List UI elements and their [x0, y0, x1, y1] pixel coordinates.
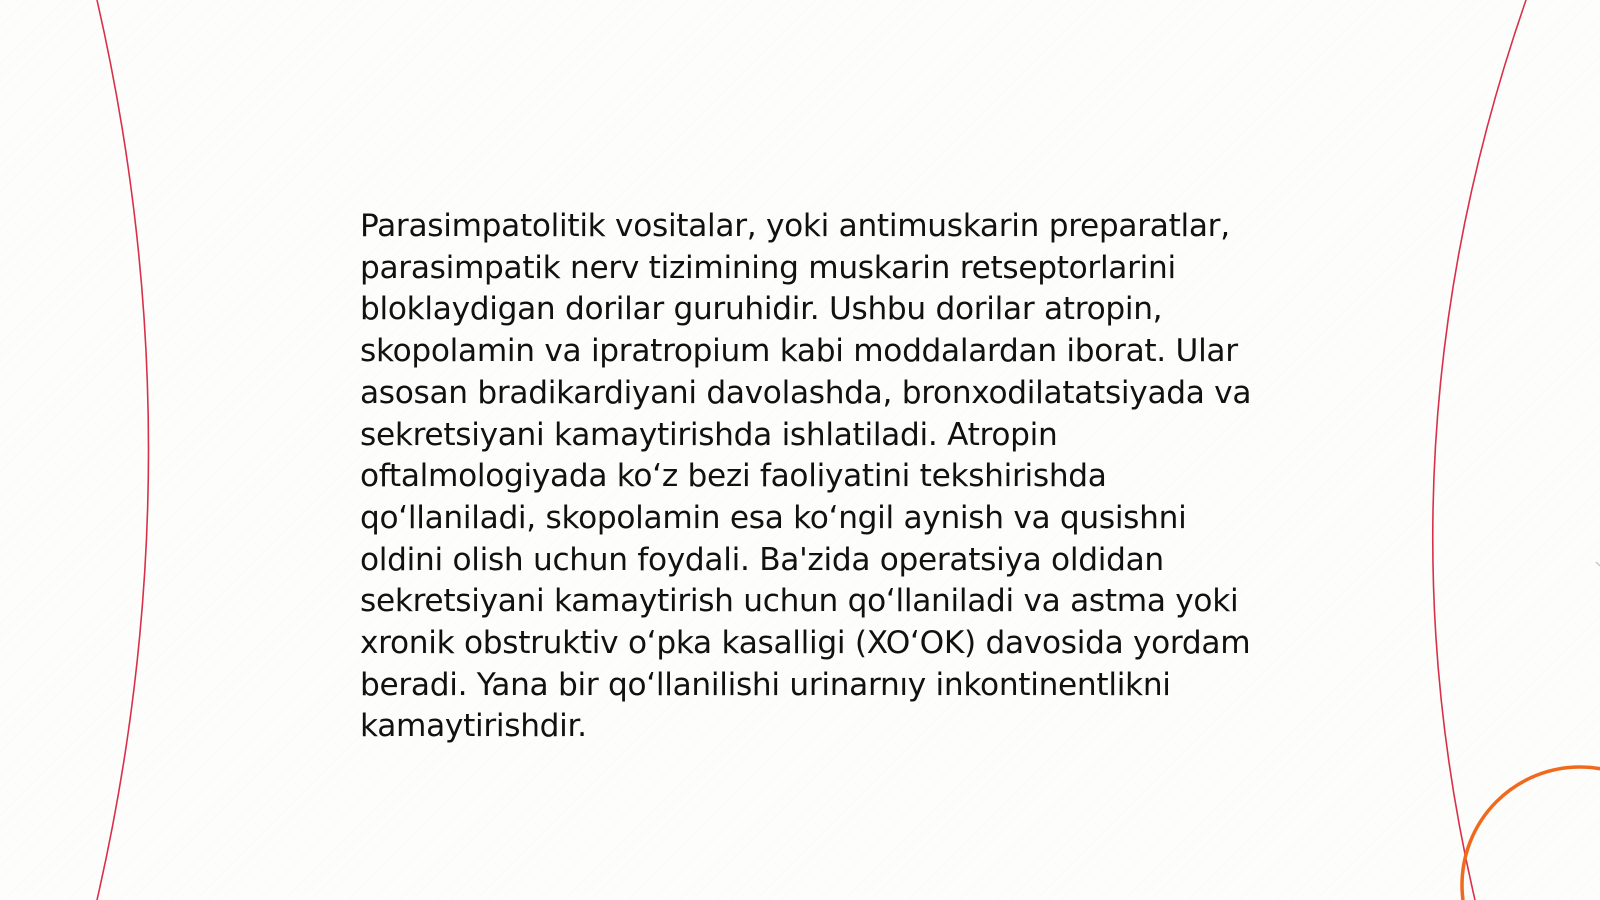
left-arc	[97, 0, 149, 900]
body-paragraph: Parasimpatolitik vositalar, yoki antimuskarin preparatlar, parasimpatik nerv tizimining muskarin retseptorlarini bloklaydigan dorilar guruhidir. Ushbu dorilar atropin, skopolamin va ipratropium kabi moddalardan iborat. Ular asosan bradikardiyani davolashda, bronxodilatatsiyada va sekretsiyani kamaytirishda ishlatiladi. Atropin oftalmologiyada ko‘z bezi faoliyatini tekshirishda qo‘llaniladi, skopolamin esa ko‘ngil aynish va qusishni oldini olish uchun foydali. Ba'zida operatsiya oldidan sekretsiyani kamaytirish uchun qo‘llaniladi va astma yoki xronik obstruktiv o‘pka kasalligi (XO‘OK) davosida yordam beradi. Yana bir qo‘llanilishi urinarnıy inkontinentlikni kamaytirishdir.	[360, 208, 1252, 745]
edge-tick	[1596, 562, 1600, 566]
right-arc	[1433, 0, 1526, 900]
orange-circle	[1462, 767, 1600, 900]
